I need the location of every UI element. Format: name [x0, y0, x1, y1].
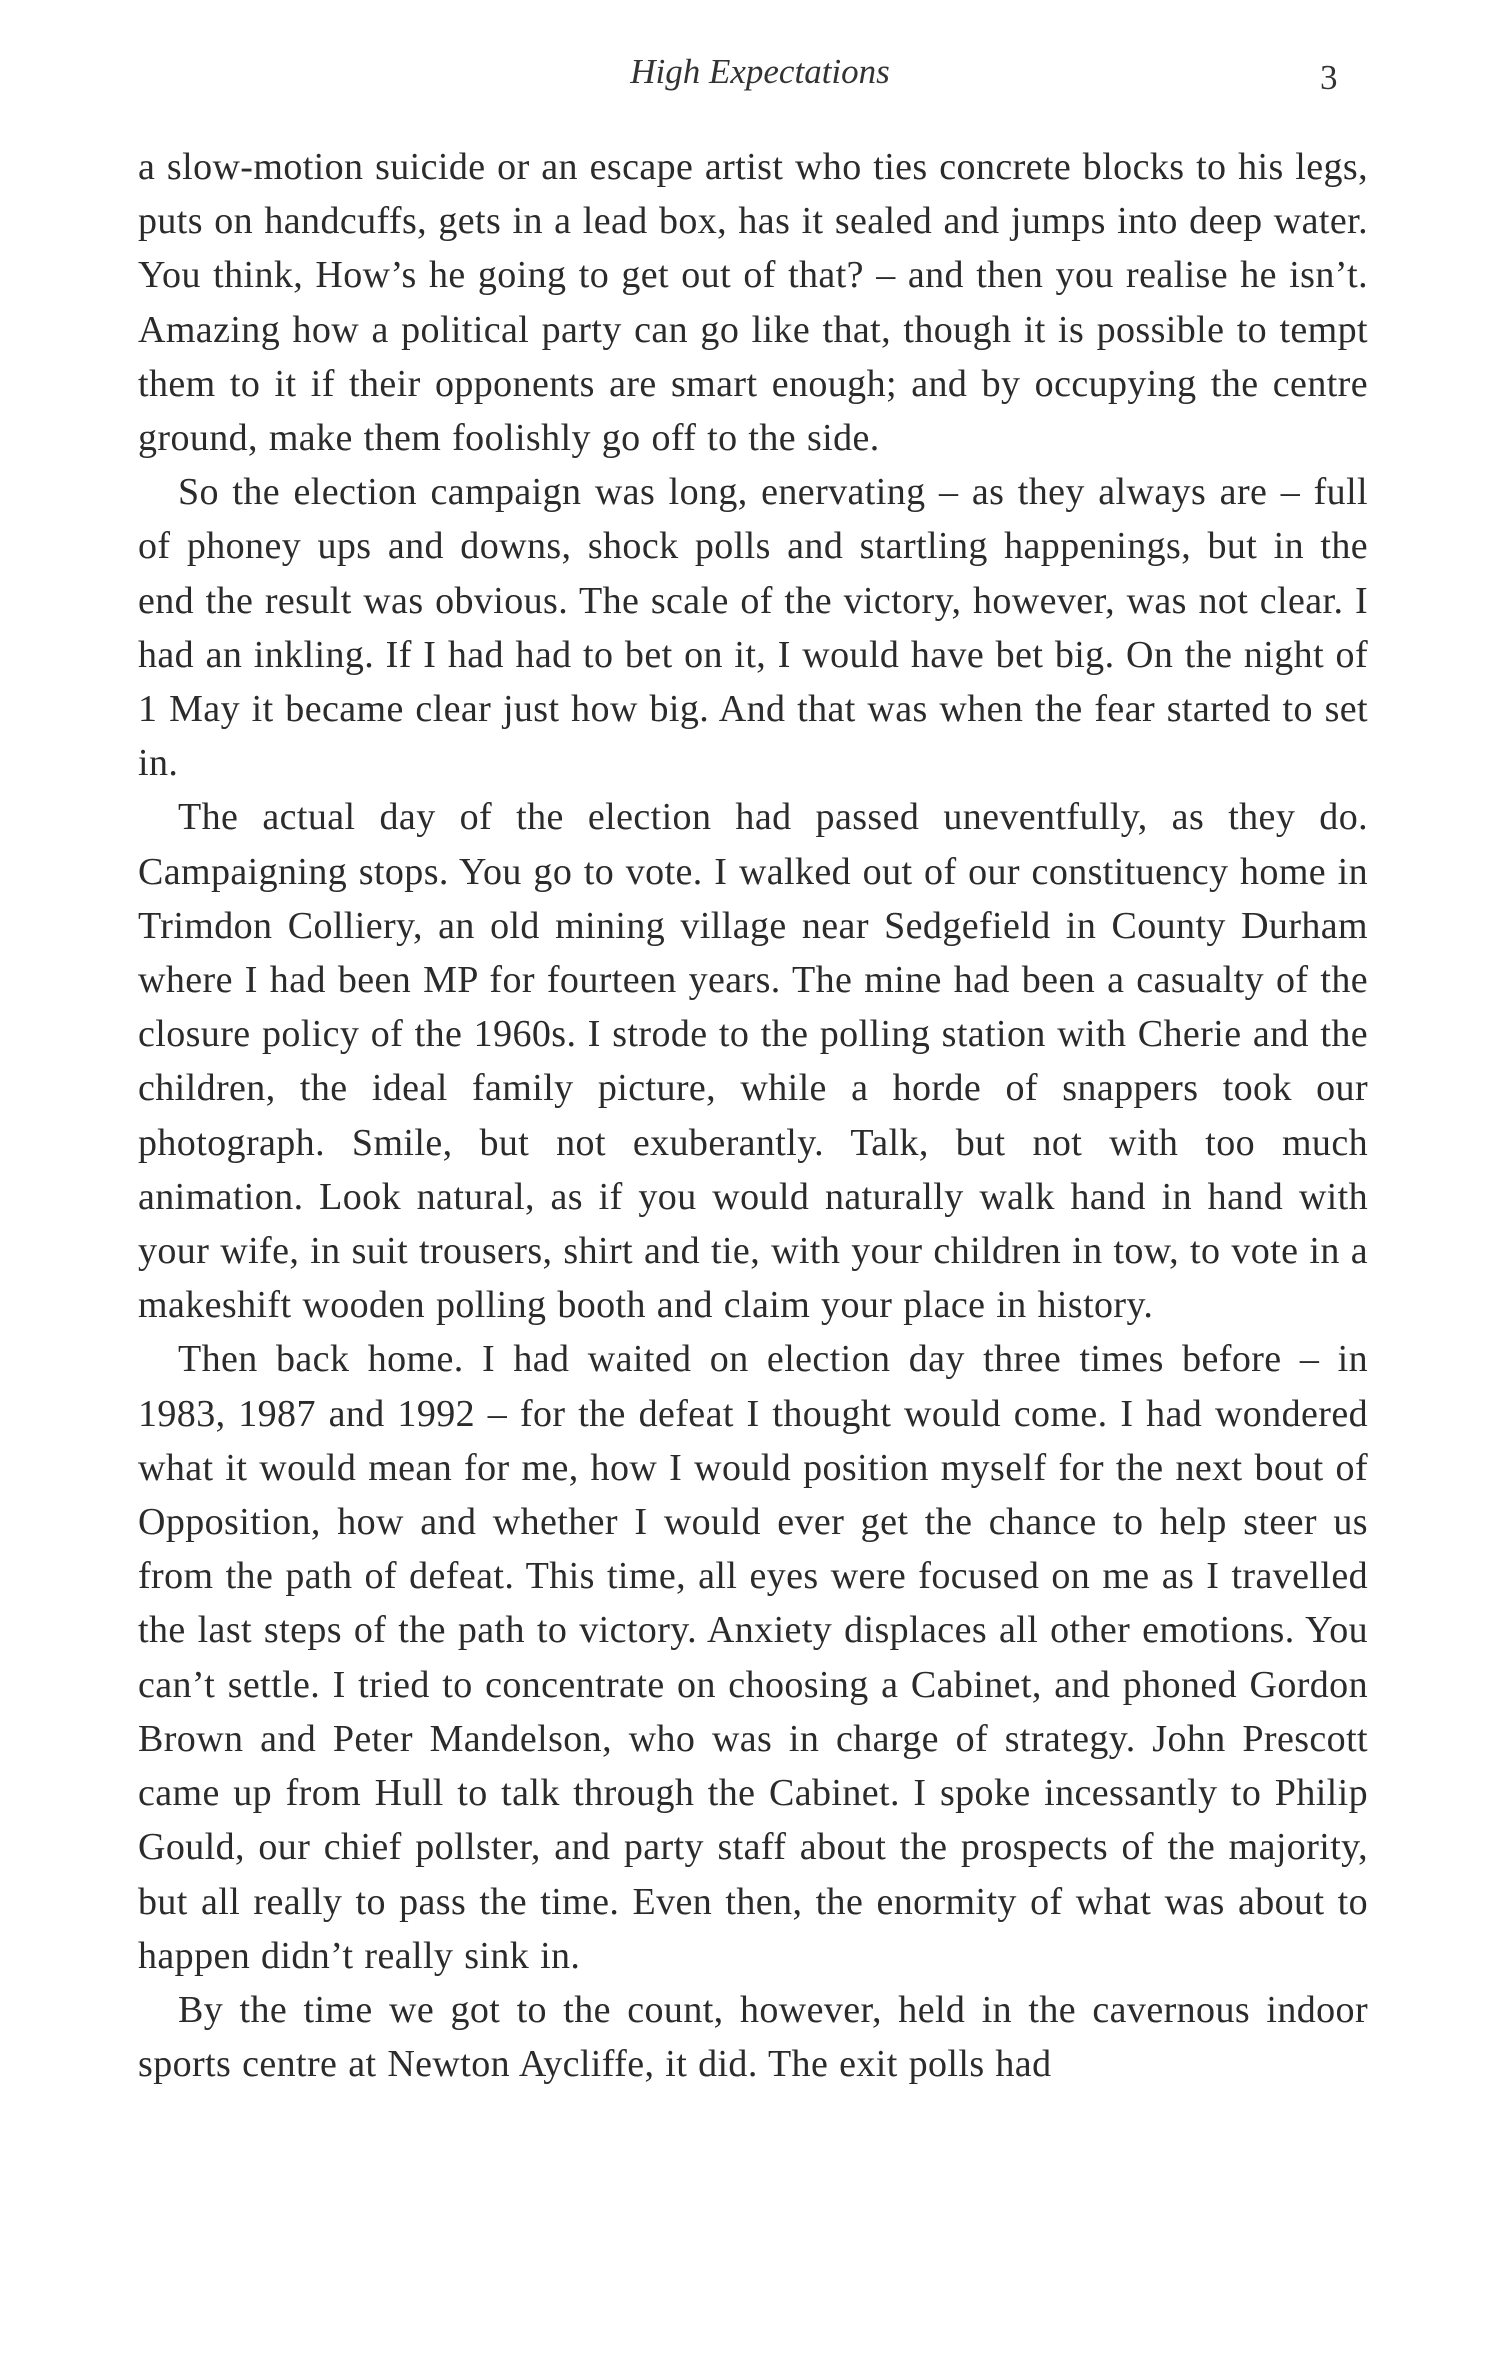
- paragraph-back-home: Then back home. I had waited on election day three times before – in 1983, 1987 and 1992 – for the defeat I thought would come. I had wondered what it would mean for me, how I would position myself for the next bout of Opposition, how and whether I would ever get the chance to help steer us from the path of defeat. This time, all eyes were focused on me as I travelled the last steps of the path to victory. Anxiety displaces all other emotions. You can’t settle. I tried to concentrate on choosing a Cabinet, and phoned Gordon Brown and Peter Mandelson, who was in charge of strategy. John Prescott came up from Hull to talk through the Cabinet. I spoke incessantly to Philip Gould, our chief pollster, and party staff about the prospects of the majority, but all really to pass the time. Even then, the enormity of what was about to happen didn’t really sink in.: [138, 1338, 1368, 1977]
- page-number: 3: [1320, 58, 1338, 97]
- paragraph-election-day: The actual day of the election had passed uneventfully, as they do. Campaigning stops. You go to vote. I walked out of our constituency home in Trimdon Colliery, an old mining village near Sedgefield in County Durham where I had been MP for fourteen years. The mine had been a casualty of the closure policy of the 1960s. I strode to the polling station with Cherie and the children, the ideal family picture, while a horde of snappers took our photograph. Smile, but not exuberantly. Talk, but not with too much animation. Look natural, as if you would naturally walk hand in hand with your wife, in suit trousers, shirt and tie, with your children in tow, to vote in a makeshift wooden polling booth and claim your place in history.: [138, 796, 1368, 1327]
- paragraph-continuation: a slow-motion suicide or an escape artist who ties concrete blocks to his legs, puts on handcuffs, gets in a lead box, has it sealed and jumps into deep water. You think, How’s he going to get out of that? – and then you realise he isn’t. Amazing how a political party can go like that, though it is possible to tempt them to it if their opponents are smart enough; and by occupying the centre ground, make them foolishly go off to the side.: [138, 146, 1368, 460]
- running-head-title: High Expectations: [630, 52, 890, 91]
- paragraph-election-campaign: So the election campaign was long, enervating – as they always are – full of phoney ups and downs, shock polls and startling happenings, but in the end the result was obvious. The scale of the victory, however, was not clear. I had an inkling. If I had had to bet on it, I would have bet big. On the night of 1 May it became clear just how big. And that was when the fear started to set in.: [138, 471, 1368, 785]
- body-text: [138, 140, 1368, 2091]
- paragraph-the-count: By the time we got to the count, however, held in the cavernous indoor sports centre at Newton Aycliffe, it did. The exit polls had: [138, 1988, 1368, 2086]
